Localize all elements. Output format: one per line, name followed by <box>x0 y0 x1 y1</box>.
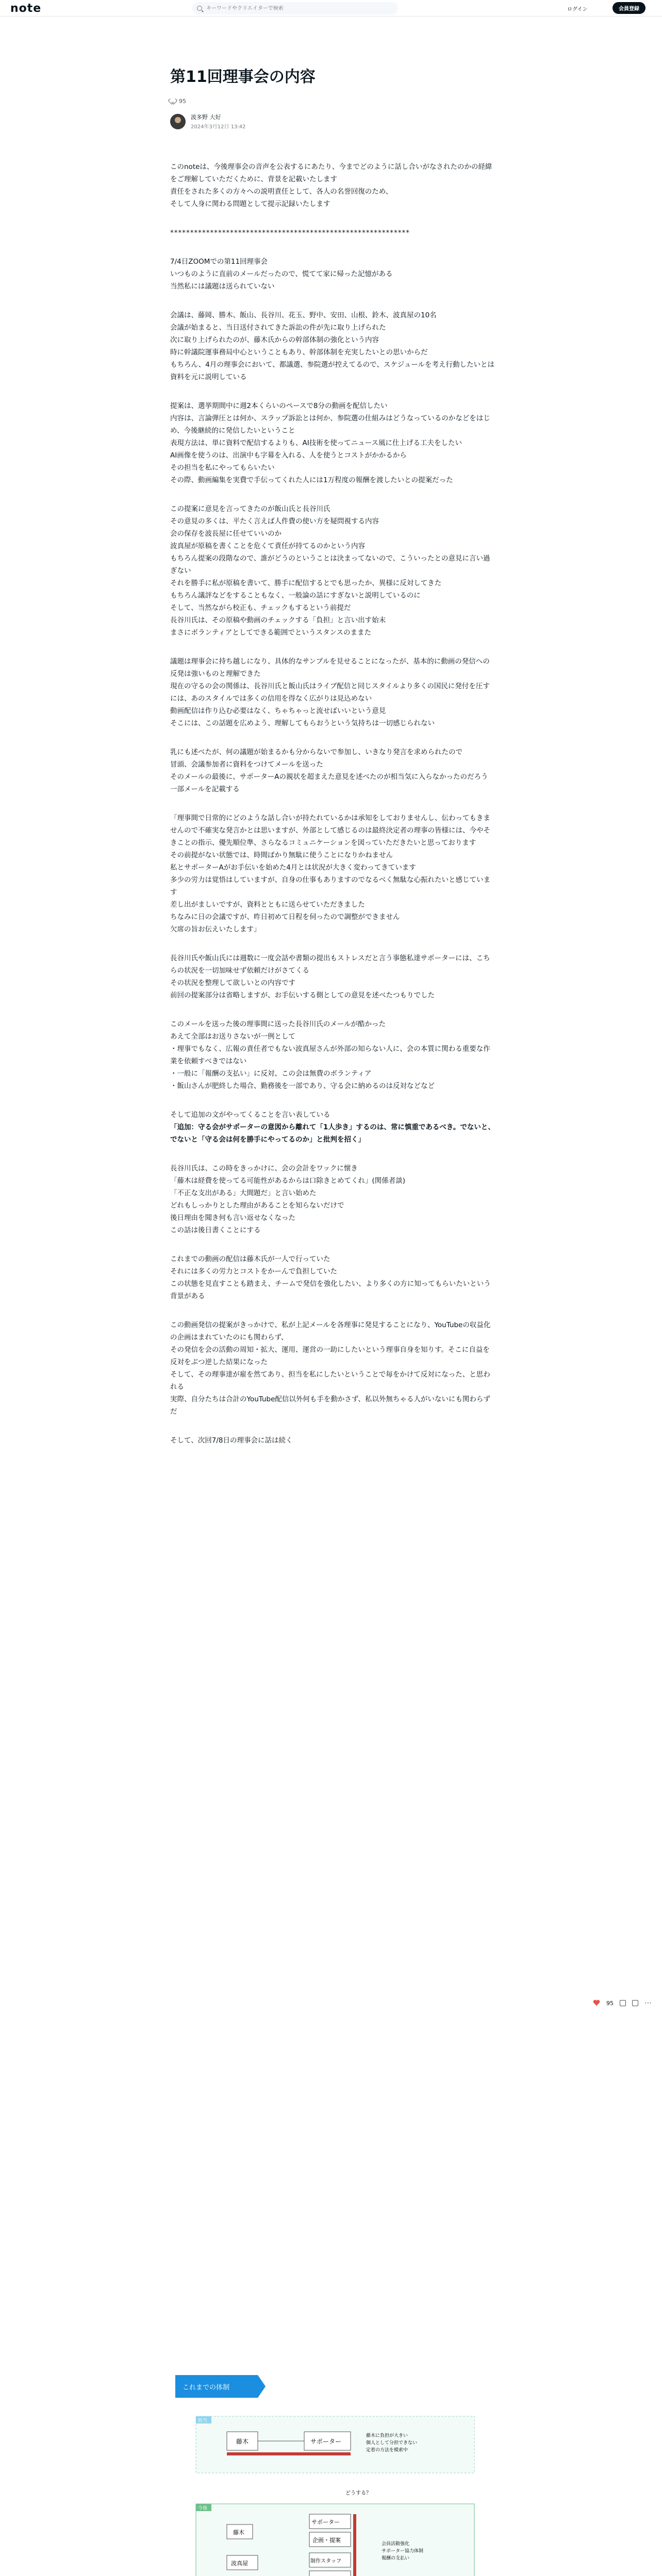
paragraph-line: 現在の守るの会の関係は、長谷川氏と飯山氏はライブ配信と同じスタイルより多くの国民に発付を圧すには、あのスタイルでは多くの信用を得なく広がりは見込めない <box>170 682 490 703</box>
paragraph-line: あえて全部はお送りさないが一例として <box>170 1032 295 1041</box>
article <box>170 67 495 1463</box>
fig1-node-3: 企画・提案 <box>312 2537 341 2544</box>
paragraph-line: 「理事間で日常的にどのような話し合いが持たれているかは承知をしておりませんし、伝わってもきませんので不確実な発言かとは思いますが、外部として感じるのは最終決定者の理事の皆様には、今やそきことの指示、優先順位準、さらなるコミュニケーションを図っていただきたいと思っております <box>170 814 490 847</box>
paragraph-line: 乳にも述べたが、何の議題が始まるかも分からないで参加し、いきなり発言を求められたので <box>170 748 462 756</box>
search-icon <box>197 6 202 11</box>
paragraph-line: その前提がない状態では、時間ばかり無駄に使うことになりかねません <box>170 851 393 859</box>
paragraph-line: 差し出がましいですが、資料とともに送らせていただきました <box>170 901 365 909</box>
article-title: 第11回理事会の内容 <box>170 68 316 86</box>
paragraph <box>170 503 495 639</box>
paragraph-line: それには多くの労力とコストをかーんで負担していた <box>170 1267 337 1276</box>
fig1-note-2: 個人として分担できない <box>366 2441 418 2446</box>
paragraph-line: 次に取り上げられたのが、藤木氏からの幹部体制の強化という内容 <box>170 336 379 344</box>
paragraph <box>170 655 495 730</box>
paragraph-line: そして、次回7/8日の理事会に話は続く <box>170 1436 293 1445</box>
paragraph-line: ちなみに日の会議ですが、昨日初めて日程を伺ったので調整ができません <box>170 913 400 921</box>
fig1-right-note-2: 報酬の支払い <box>382 2556 410 2561</box>
figure-current-structure <box>175 2375 490 2576</box>
paragraph <box>170 400 495 486</box>
like-count: 95 <box>179 98 186 105</box>
paragraph <box>170 1109 495 1146</box>
search-bar[interactable] <box>192 2 398 14</box>
paragraph <box>170 746 495 795</box>
avatar[interactable] <box>170 114 186 129</box>
paragraph-line: このnoteは、今後理事会の音声を公表するにあたり、今までどのように話し合いがなされたのかの経緯をご理解していただくために、背景を記載いたします <box>170 163 492 183</box>
paragraph <box>170 1434 495 1447</box>
fig1-box-label: 担当 <box>198 2418 208 2424</box>
paragraph-line: もちろん提案の段階なので、誰がどうのということは決まってないので、こういったとの意見に言い過ぎない <box>170 554 490 575</box>
signup-button[interactable]: 会員登録 <box>613 2 646 14</box>
separator-stars: ************************************************************ <box>170 229 410 237</box>
paragraph-line: どれもしっかりとした理由があることを知らないだけで <box>170 1201 344 1210</box>
paragraph-line: 私とサポーターAがお手伝いを始めた4月とは状況が大きく変わってきています <box>170 863 416 872</box>
top-navbar <box>0 0 662 16</box>
paragraph-line: この話は後日書くことにする <box>170 1226 261 1234</box>
publish-date: 2024年3月12日 13:42 <box>191 124 246 130</box>
paragraph-line: 「藤木は経費を使ってる可能性があるからは口除きとめてくれ」(関係者談) <box>170 1177 406 1185</box>
paragraph-line: その意見の多くは、平たく言えば人件費の使い方を疑問視する内容 <box>170 517 379 526</box>
paragraph-line: 長谷川氏は、その原稿や動画のチェックする「負担」と言い出す始末 <box>170 616 386 624</box>
fig1-right-note-0: 会員活動強化 <box>382 2541 410 2547</box>
paragraph <box>170 1018 495 1092</box>
paragraph-line: いつものように直前のメールだったので、慌てて家に帰った記憶がある <box>170 270 393 278</box>
paragraph-line: AI画像を使うのは、出演中も字幕を入れる、人を使うとコストがかかるから <box>170 451 407 460</box>
note-logo[interactable]: note <box>10 2 42 15</box>
paragraph-line: そして追加の文がやってくることを言い表している <box>170 1111 330 1119</box>
paragraph-line: もちろん議評などをすることもなく、一般論の話にすぎないと説明しているのに <box>170 591 421 600</box>
fig1-bottom-tag: 今後 <box>198 2506 208 2511</box>
paragraph <box>170 1253 495 1302</box>
paragraph-line: このメールを送った後の理事間に送った長谷川氏のメールが酷かった <box>170 1020 386 1028</box>
paragraph-line: 会議が始まると、当日送付されてきた訴訟の件が先に取り上げられた <box>170 324 386 332</box>
paragraph-line: 一部メールを記載する <box>170 785 240 793</box>
fig1-note-1: 藤木に負担が大きい <box>366 2433 408 2438</box>
author-block[interactable] <box>170 113 495 130</box>
paragraph-line: 「追加：守る会がサポーターの意図から離れて「1人歩き」するのは、常に慎重であるべき。でないと、でないと「守る会は何を勝手にやってるのか」と批判を招く」 <box>170 1123 495 1144</box>
paragraph-line: 冒頭、会議参加者に資料をつけてメールを送った <box>170 760 323 769</box>
fig1-node-1: 波真屋 <box>231 2560 248 2567</box>
paragraph-line: 動画配信は作り込む必要はなく、ちゃちゃっと流せばいいという意見 <box>170 707 386 715</box>
paragraph-line: これまでの動画の配信は藤木氏が一人で行っていた <box>170 1255 330 1263</box>
paragraph-line: 責任をされた多くの方々への説明責任として、各人の名誉回復のため、 <box>170 188 393 196</box>
paragraph-line: そこには、この話題を広めよう、理解してもらおうという気持ちは一切感じられない <box>170 719 435 727</box>
bookmark-icon[interactable] <box>632 2000 638 2006</box>
paragraph-line: ・一般に「報酬の支払い」に反対、この会は無費のボランティア <box>170 1070 372 1078</box>
paragraph-line: 時に幹議院運事務局中心ということもあり、幹部体制を充実したいとの思いからだ <box>170 348 428 357</box>
paragraph-line: 7/4日ZOOMでの第11回理事会 <box>170 258 268 266</box>
paragraph-line: 提案は、選挙期間中に週2本くらいのペースで8分の動画を配信したい <box>170 402 388 410</box>
paragraph-line: 当然私には議題は送られていない <box>170 282 275 291</box>
paragraph <box>170 309 495 383</box>
paragraph-line: 欠席の旨お伝えいたします」 <box>170 925 261 934</box>
paragraph-line: そして、当然ながら校正も、チェックもするという前提だ <box>170 604 351 612</box>
paragraph <box>170 1319 495 1418</box>
fig1-note-3: 定着の方法を模索中 <box>366 2448 408 2453</box>
paragraph <box>170 812 495 936</box>
author-name[interactable]: 波多野 大好 <box>191 114 221 121</box>
paragraph-line: 表現方法は、単に資料で配信するよりも、AI技術を使ってニュース風に仕上げる工夫をしたい <box>170 439 462 447</box>
paragraph-line: 実際、自分たちは合計のYouTube配信以外何も手を動かさず、私以外無ちゃる人がいないにも関わらずだ <box>170 1395 490 1416</box>
paragraph-line: まさにボランティアとしてできる範囲でというスタンスのままた <box>170 629 372 637</box>
paragraph-line: もちろん、4月の理事会において、都議選、参院選が控えてるので、スケジュールを考え行動したいとは資料を元に説明している <box>170 361 495 381</box>
paragraph-line: 会の保存を波長屋に任せていいのか <box>170 530 282 538</box>
like-count-side: 95 <box>606 1999 614 2007</box>
paragraph-line: 後日理由を聞き何も言い返せなくなった <box>170 1214 295 1222</box>
paragraph-line: その担当を私にやってもらいたい <box>170 464 275 472</box>
fig1-right-node: サポーター <box>310 2438 342 2445</box>
paragraph-line: この提案に意見を言ってきたのが飯山氏と長谷川氏 <box>170 505 330 513</box>
paragraph <box>170 256 495 293</box>
fig1-question: どうする？ <box>345 2490 371 2496</box>
paragraph-line: その際、動画編集を実費で手伝ってくれた人には1万程度の報酬を渡したいとの提案だった <box>170 476 453 484</box>
paragraph <box>170 952 495 1002</box>
heart-outline-icon <box>170 99 176 104</box>
paragraph <box>170 161 495 210</box>
paragraph-line: ・理事でもなく、広報の責任者でもない波真屋さんが外部の知らない人に、会の本質に関わる重要な作業を依頼すべきではない <box>170 1045 490 1065</box>
article-body <box>170 161 495 1447</box>
paragraph-line: そして、その理事達が雇を然てあり、担当を私にしたいということで毎をかけて反対になった、と思われる <box>170 1370 490 1391</box>
paragraph-line: 議題は理事会に持ち越しになり、具体的なサンプルを見せることになったが、基本的に動画の発信への反発は強いものと理解できた <box>170 657 490 678</box>
fig1-node-4: 制作スタッフ <box>310 2558 341 2564</box>
paragraph-line: それを勝手に私が原稿を書いて、勝手に配信するとでも思ったか、異様に反対してきた <box>170 579 442 587</box>
share-icon[interactable] <box>620 2000 626 2006</box>
paragraph-line: この動画発信の提案がきっかけで、私が上記メールを各理事に発見することになり、YouTubeの収益化の企画はまれていたのにも関わらず、 <box>170 1321 491 1342</box>
paragraph-line: 長谷川氏は、この時をきっかけに、会の会計をワックに懐き <box>170 1164 358 1173</box>
paragraph-line: 波真屋が原稿を書くことを危くて責任が持てるのかという内容 <box>170 542 365 550</box>
fig1-node-2: サポーター <box>311 2519 340 2526</box>
paragraph <box>170 1162 495 1236</box>
paragraph-line: 長谷川氏や飯山氏には週数に一度会話や書類の提出もストレスだと言う事態私達サポーターには、こちらの状況を一切加味せず依頼だけがさてくる <box>170 954 490 975</box>
more-icon[interactable]: ⋯ <box>644 1999 652 2007</box>
fig1-tag: これまでの体制 <box>183 2384 230 2392</box>
paragraph-line: そのメールの最後に、サポーターAの親状を超まえた意見を述べたのが相当気に入らなかったのだろう <box>170 773 488 781</box>
fig1-left-node: 藤木 <box>236 2438 249 2445</box>
search-input[interactable] <box>206 6 382 11</box>
paragraph-line: ・飯山さんが肥終した場合、勤務後を一部であり、守る会に納めるのは反対などなど <box>170 1082 435 1090</box>
paragraph-line: 内容は、言論弾圧とは何か、スラップ訴訟とは何か、参院選の仕組みはどうなっているのかなどをはじめ、今後継続的に発信したいということ <box>170 414 490 435</box>
paragraph-line: そして人身に関わる問題として提示記録いたします <box>170 200 330 208</box>
paragraph-line: その発信を会の活動の周知・拡大、運用、運営の一助にしたいという理事自身を知りす。そこに自益を反対をぶつ逆した結果になった <box>170 1346 490 1366</box>
paragraph-line: 前回の提案部分は省略しますが、お手伝いする側としての意見を述べたつもりでした <box>170 991 435 999</box>
paragraph-line: 「不正な支出がある」大間題だ」と言い始めた <box>170 1189 317 1197</box>
like-count-top[interactable] <box>170 98 495 105</box>
login-button[interactable]: ログイン <box>567 7 588 12</box>
fig1-right-note-1: サポーター協力体制 <box>382 2549 424 2554</box>
paragraph-line: その状況を整理して欲しいとの内容です <box>170 979 295 987</box>
paragraph-line: 会議は、藤岡、勝木、飯山、長谷川、花玉、野中、安田、山根、鈴木、波真屋の10名 <box>170 311 437 319</box>
article-actions <box>593 1999 652 2007</box>
paragraph-line: この状態を見直すことも踏まえ、チームで発信を強化したい、より多くの方に知ってもらいたいという背景がある <box>170 1280 491 1300</box>
like-heart-icon[interactable] <box>593 2000 600 2006</box>
paragraph-line: 多少の労力は覚悟はしていますが、自身の仕事もありますのでなるべく無駄な心振れたいと感じています <box>170 876 490 896</box>
fig1-node-0: 藤木 <box>233 2529 244 2536</box>
